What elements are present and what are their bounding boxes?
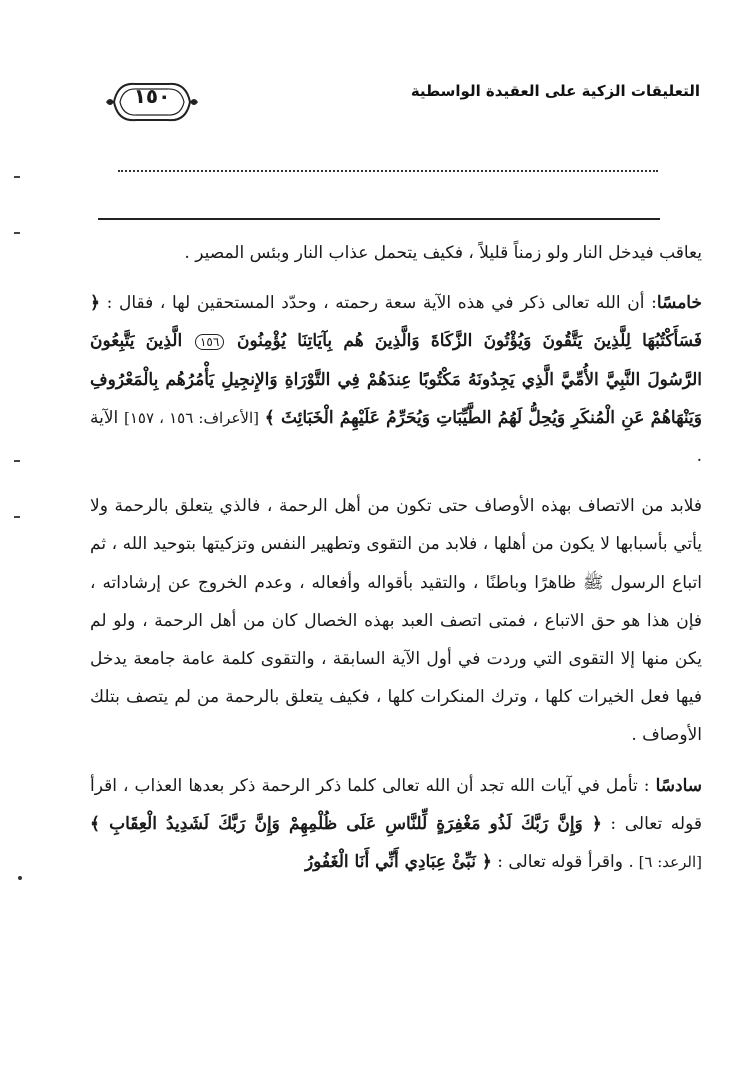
page-header <box>60 74 700 130</box>
verse-reference: [الأعراف: ١٥٦ ، ١٥٧] <box>124 408 259 427</box>
paragraph: يعاقب فيدخل النار ولو زمناً قليلاً ، فكيف يتحمل عذاب النار وبئس المصير . <box>184 243 702 263</box>
page-number: ١٥٠ <box>133 84 171 108</box>
quran-verse: ﴿ وَإِنَّ رَبَّكَ لَذُو مَغْفِرَةٍ لِّلنَّاسِ عَلَى ظُلْمِهِمْ وَإِنَّ رَبَّكَ لَشَدِيدُ الْعِقَابِ ﴾ <box>90 813 602 834</box>
paragraph-text: : أن الله تعالى ذكر في هذه الآية سعة رحمته ، وحدّد المستحقين لها ، فقال : <box>99 293 657 314</box>
quran-verse: ﴿ نَبِّئْ عِبَادِي أَنِّي أَنَا الْغَفُورُ <box>304 852 492 873</box>
paragraph: فلابد من الاتصاف بهذه الأوصاف حتى تكون من أهل الرحمة ، فالذي يتعلق بالرحمة ولا يأتي بأسبابها لا يكون من أهلها ، فلابد من التقوى وتطهير النفس وتزكيتها بتوحيد الله ، ثم اتباع الرسول ﷺ ظاهرًا وباطنًا ، والتقيد بأقواله وأفعاله ، وعدم الخروج عن إرشاداته ، فإن هذا هو حق الاتباع ، فمتى اتصف العبد بهذه الخصال كان من أهل الرحمة ، ولو لم يكن منها إلا التقوى التي وردت في أول الآية السابقة ، والتقوى كلمة عامة جامعة يدخل فيها فعل الخيرات كلها ، وترك المنكرات كلها ، فكيف يتعلق بالرحمة من لم يتصف بتلك الأوصاف . <box>90 496 702 746</box>
margin-tick <box>14 516 20 518</box>
paragraph-text: . واقرأ قوله تعالى : <box>491 852 634 873</box>
paragraph-lead: سادسًا <box>655 775 702 796</box>
paragraph-text: الآية . <box>90 407 702 467</box>
margin-tick <box>14 460 20 462</box>
margin-dot <box>18 876 22 880</box>
margin-tick <box>14 176 20 178</box>
header-separator <box>98 218 660 220</box>
paragraph-text: : تأمل في آيات الله تجد أن الله تعالى كلما ذكر الرحمة ذكر بعدها العذاب ، اقرأ قوله تعالى : <box>90 775 702 834</box>
quran-verse: الَّذِينَ يَتَّبِعُونَ الرَّسُولَ النَّبِيَّ الأُمِّيَّ الَّذِي يَجِدُونَهُ مَكْتُوبًا عِندَهُمْ فِي التَّوْرَاةِ وَالإِنجِيلِ يَأْمُرُهُم بِالْمَعْرُوفِ وَيَنْهَاهُمْ عَنِ الْمُنكَرِ وَيُحِلُّ لَهُمُ الطَّيِّبَاتِ وَيُحَرِّمُ عَلَيْهِمُ الْخَبَائِثَ ﴾ <box>90 331 702 428</box>
verse-reference: [الرعد: ٦] <box>633 853 702 872</box>
quran-verse: ﴿ فَسَأَكْتُبُهَا لِلَّذِينَ يَتَّقُونَ وَيُؤْتُونَ الزَّكَاةَ وَالَّذِينَ هُم بِآيَاتِنَا يُؤْمِنُونَ <box>90 293 702 352</box>
running-title: التعليقات الزكية على العقيدة الواسطية <box>410 82 700 100</box>
verse-number: ١٥٦ <box>195 334 224 350</box>
paragraph <box>90 284 702 475</box>
paragraph <box>90 767 702 882</box>
paragraph-lead: خامسًا <box>656 293 702 314</box>
dotted-rule <box>118 170 658 174</box>
page-number-badge <box>104 74 200 130</box>
page-body <box>90 234 702 881</box>
margin-tick <box>14 232 20 234</box>
